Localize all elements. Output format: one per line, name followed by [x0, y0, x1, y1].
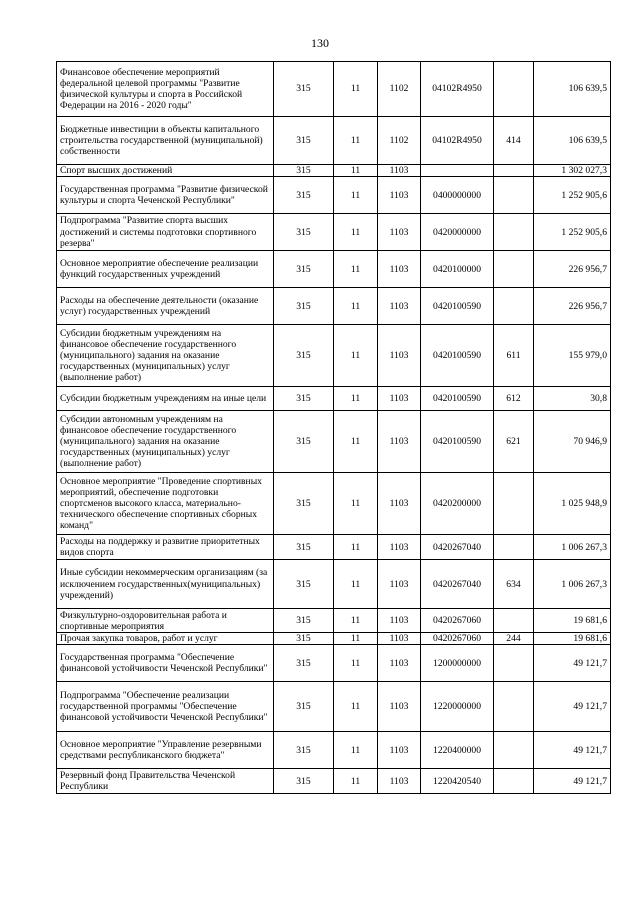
- row-name: Основное мероприятие "Проведение спортивных мероприятий, обеспечение подготовки спортсменов высокого класса, материально-технического обеспечение спортивных сборных команд": [57, 473, 274, 535]
- row-vr: [494, 165, 534, 177]
- row-rz: 11: [334, 411, 378, 473]
- row-sum: 226 956,7: [534, 288, 611, 325]
- row-pr: 1102: [378, 117, 421, 165]
- row-pr: 1103: [378, 560, 421, 609]
- row-rz: 11: [334, 732, 378, 769]
- table-row: [57, 387, 611, 411]
- row-sum: 106 639,5: [534, 62, 611, 117]
- row-name: Иные субсидии некоммерческим организациям (за исключением государственных(муниципальных) учреждений): [57, 560, 274, 609]
- row-pr: 1103: [378, 609, 421, 633]
- table-row: [57, 769, 611, 794]
- table-row: [57, 165, 611, 177]
- row-name: Финансовое обеспечение мероприятий федеральной целевой программы "Развитие физической культуры и спорта в Российской Федерации на 2016 - 2020 годы": [57, 62, 274, 117]
- table-row: [57, 251, 611, 288]
- row-ved: 315: [274, 732, 334, 769]
- row-pr: 1103: [378, 387, 421, 411]
- row-vr: [494, 682, 534, 732]
- row-name: Резервный фонд Правительства Чеченской Республики: [57, 769, 274, 794]
- row-sum: 30,8: [534, 387, 611, 411]
- row-ved: 315: [274, 560, 334, 609]
- row-pr: 1102: [378, 62, 421, 117]
- table-row: [57, 62, 611, 117]
- row-pr: 1103: [378, 732, 421, 769]
- row-pr: 1103: [378, 633, 421, 645]
- row-vr: 621: [494, 411, 534, 473]
- row-sum: 19 681,6: [534, 609, 611, 633]
- row-pr: 1103: [378, 473, 421, 535]
- row-vr: [494, 62, 534, 117]
- row-name: Спорт высших достижений: [57, 165, 274, 177]
- row-ved: 315: [274, 411, 334, 473]
- row-rz: 11: [334, 473, 378, 535]
- row-csr: 0420267040: [421, 560, 494, 609]
- row-vr: [494, 645, 534, 682]
- row-rz: 11: [334, 165, 378, 177]
- row-name: Государственная программа "Обеспечение финансовой устойчивости Чеченской Республики": [57, 645, 274, 682]
- row-rz: 11: [334, 214, 378, 251]
- row-name: Субсидии автономным учреждениям на финансовое обеспечение государственного (муниципального) задания на оказание государственных (муниципальных) услуг (выполнение работ): [57, 411, 274, 473]
- table-row: [57, 473, 611, 535]
- row-name: Основное мероприятие обеспечение реализации функций государственных учреждений: [57, 251, 274, 288]
- row-csr: 0400000000: [421, 177, 494, 214]
- row-vr: 611: [494, 325, 534, 387]
- row-ved: 315: [274, 288, 334, 325]
- row-pr: 1103: [378, 165, 421, 177]
- row-ved: 315: [274, 325, 334, 387]
- row-rz: 11: [334, 251, 378, 288]
- row-csr: 0420100000: [421, 251, 494, 288]
- row-vr: [494, 473, 534, 535]
- table-row: [57, 288, 611, 325]
- row-vr: 634: [494, 560, 534, 609]
- row-pr: 1103: [378, 645, 421, 682]
- row-vr: [494, 769, 534, 794]
- table-row: [57, 411, 611, 473]
- table-row: [57, 732, 611, 769]
- row-rz: 11: [334, 769, 378, 794]
- row-sum: 19 681,6: [534, 633, 611, 645]
- row-vr: [494, 177, 534, 214]
- row-ved: 315: [274, 214, 334, 251]
- row-name: Подпрограмма "Обеспечение реализации государственной программы "Обеспечение финансовой устойчивости Чеченской Республики": [57, 682, 274, 732]
- row-rz: 11: [334, 645, 378, 682]
- row-sum: 1 302 027,3: [534, 165, 611, 177]
- row-csr: 0420200000: [421, 473, 494, 535]
- row-ved: 315: [274, 682, 334, 732]
- row-ved: 315: [274, 177, 334, 214]
- row-sum: 155 979,0: [534, 325, 611, 387]
- row-rz: 11: [334, 325, 378, 387]
- row-ved: 315: [274, 609, 334, 633]
- row-ved: 315: [274, 251, 334, 288]
- row-csr: 0420100590: [421, 288, 494, 325]
- row-vr: [494, 214, 534, 251]
- table-row: [57, 682, 611, 732]
- row-sum: 1 025 948,9: [534, 473, 611, 535]
- row-name: Субсидии бюджетным учреждениям на финансовое обеспечение государственного (муниципального) задания на оказание государственных (муниципальных) услуг (выполнение работ): [57, 325, 274, 387]
- row-vr: [494, 732, 534, 769]
- row-rz: 11: [334, 682, 378, 732]
- row-sum: 1 006 267,3: [534, 560, 611, 609]
- row-ved: 315: [274, 535, 334, 560]
- row-ved: 315: [274, 769, 334, 794]
- row-pr: 1103: [378, 682, 421, 732]
- row-csr: 0420100590: [421, 411, 494, 473]
- row-sum: 49 121,7: [534, 682, 611, 732]
- row-sum: 1 006 267,3: [534, 535, 611, 560]
- row-name: Физкультурно-оздоровительная работа и спортивные мероприятия: [57, 609, 274, 633]
- row-sum: 70 946,9: [534, 411, 611, 473]
- row-csr: 1200000000: [421, 645, 494, 682]
- table-row: [57, 633, 611, 645]
- row-rz: 11: [334, 62, 378, 117]
- row-csr: 0420267060: [421, 633, 494, 645]
- row-name: Прочая закупка товаров, работ и услуг: [57, 633, 274, 645]
- budget-table: [56, 61, 611, 794]
- row-name: Государственная программа "Развитие физической культуры и спорта Чеченской Республики": [57, 177, 274, 214]
- row-sum: 49 121,7: [534, 645, 611, 682]
- row-rz: 11: [334, 387, 378, 411]
- row-csr: 0420100590: [421, 325, 494, 387]
- table-row: [57, 560, 611, 609]
- row-csr: 1220400000: [421, 732, 494, 769]
- row-vr: [494, 535, 534, 560]
- row-ved: 315: [274, 117, 334, 165]
- row-rz: 11: [334, 633, 378, 645]
- row-csr: 1220420540: [421, 769, 494, 794]
- row-pr: 1103: [378, 535, 421, 560]
- row-vr: 244: [494, 633, 534, 645]
- row-pr: 1103: [378, 288, 421, 325]
- row-name: Субсидии бюджетным учреждениям на иные цели: [57, 387, 274, 411]
- row-name: Основное мероприятие "Управление резервными средствами республиканского бюджета": [57, 732, 274, 769]
- row-rz: 11: [334, 609, 378, 633]
- row-sum: 49 121,7: [534, 732, 611, 769]
- row-vr: [494, 251, 534, 288]
- row-rz: 11: [334, 288, 378, 325]
- row-sum: 1 252 905,6: [534, 177, 611, 214]
- row-vr: 612: [494, 387, 534, 411]
- row-pr: 1103: [378, 177, 421, 214]
- table-row: [57, 645, 611, 682]
- row-csr: 0420100590: [421, 387, 494, 411]
- row-ved: 315: [274, 645, 334, 682]
- row-pr: 1103: [378, 325, 421, 387]
- row-csr: 04102R4950: [421, 62, 494, 117]
- row-rz: 11: [334, 117, 378, 165]
- row-vr: [494, 609, 534, 633]
- row-rz: 11: [334, 560, 378, 609]
- table-row: [57, 214, 611, 251]
- page-number: 130: [311, 36, 329, 50]
- row-rz: 11: [334, 177, 378, 214]
- row-csr: 1220000000: [421, 682, 494, 732]
- row-csr: 0420267040: [421, 535, 494, 560]
- row-csr: 04102R4950: [421, 117, 494, 165]
- row-ved: 315: [274, 473, 334, 535]
- row-sum: 1 252 905,6: [534, 214, 611, 251]
- row-sum: 226 956,7: [534, 251, 611, 288]
- row-sum: 49 121,7: [534, 769, 611, 794]
- row-csr: [421, 165, 494, 177]
- row-csr: 0420267060: [421, 609, 494, 633]
- row-vr: 414: [494, 117, 534, 165]
- row-ved: 315: [274, 165, 334, 177]
- row-name: Бюджетные инвестиции в объекты капитального строительства государственной (муниципальной) собственности: [57, 117, 274, 165]
- table-row: [57, 535, 611, 560]
- row-ved: 315: [274, 387, 334, 411]
- row-pr: 1103: [378, 769, 421, 794]
- table-row: [57, 117, 611, 165]
- row-ved: 315: [274, 62, 334, 117]
- row-pr: 1103: [378, 251, 421, 288]
- row-csr: 0420000000: [421, 214, 494, 251]
- row-name: Расходы на поддержку и развитие приоритетных видов спорта: [57, 535, 274, 560]
- row-name: Подпрограмма "Развитие спорта высших достижений и системы подготовки спортивного резерва": [57, 214, 274, 251]
- row-vr: [494, 288, 534, 325]
- row-sum: 106 639,5: [534, 117, 611, 165]
- row-pr: 1103: [378, 411, 421, 473]
- table-row: [57, 177, 611, 214]
- table-row: [57, 609, 611, 633]
- row-rz: 11: [334, 535, 378, 560]
- row-pr: 1103: [378, 214, 421, 251]
- table-row: [57, 325, 611, 387]
- row-ved: 315: [274, 633, 334, 645]
- row-name: Расходы на обеспечение деятельности (оказание услуг) государственных учреждений: [57, 288, 274, 325]
